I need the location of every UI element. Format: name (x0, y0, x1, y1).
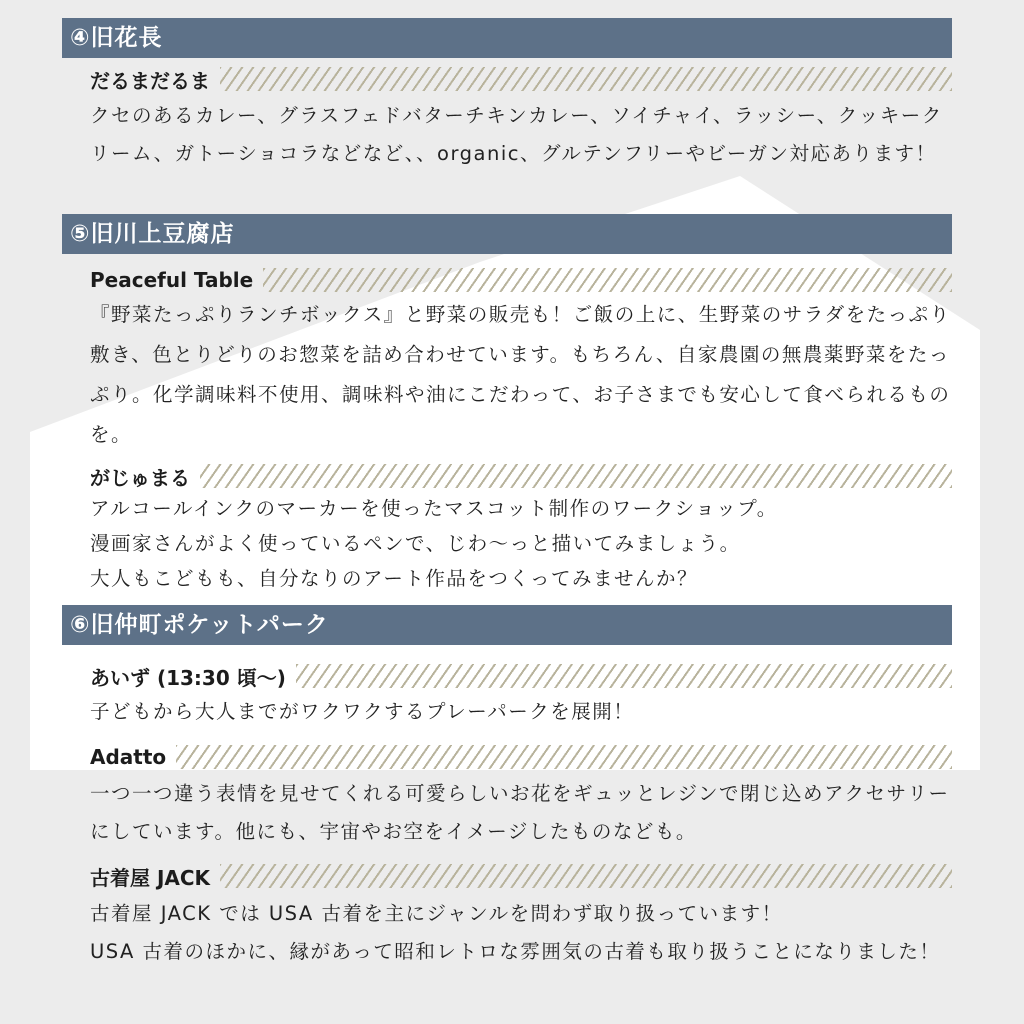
shop-description: 『野菜たっぷりランチボックス』と野菜の販売も！ご飯の上に、生野菜のサラダをたっぷり敷き、色とりどりのお惣菜を詰め合わせています。もちろん、自家農園の無農薬野菜をたっぷり。化学調味料不使用、調味料や油にこだわって、お子さまでも安心して食べられるものを。 (90, 303, 951, 446)
shop-heading-gajumaru (90, 461, 952, 491)
shop-description: 一つ一つ違う表情を見せてくれる可愛らしいお花をギュッとレジンで閉じ込めアクセサリーにしています。他にも、宇宙やお空をイメージしたものなども。 (90, 782, 950, 843)
hatch-divider (200, 464, 952, 488)
shop-name: あいず (13:30 頃〜) (90, 665, 286, 690)
hatch-divider (176, 745, 952, 769)
shop-heading-furugiya-jack (90, 861, 952, 891)
shop-name: 古着屋 JACK (90, 865, 211, 890)
shop-description: 子どもから大人までがワクワクするプレーパークを展開！ (90, 700, 635, 723)
hatch-divider (296, 664, 952, 688)
shop-name: だるまだるま (90, 68, 210, 93)
shop-description: クセのあるカレー、グラスフェドバターチキンカレー、ソイチャイ、ラッシー、クッキークリーム、ガトーショコラなどなど、、organic、グルテンフリーやビーガン対応あります！ (90, 104, 943, 165)
shop-name: Adatto (90, 745, 167, 769)
section-header-former-kawakami-tofu: ⑤旧川上豆腐店 (62, 214, 952, 254)
shop-name: Peaceful Table (90, 268, 254, 292)
hatch-divider (263, 268, 952, 292)
hatch-divider (220, 67, 952, 91)
shop-name: がじゅまる (90, 465, 190, 490)
shop-description: 古着屋 JACK では USA 古着を主にジャンルを問わず取り扱っています！ USA 古着のほかに、縁があって昭和レトロな雰囲気の古着も取り扱うことになりました！ (90, 902, 941, 963)
shop-description: アルコールインクのマーカーを使ったマスコット制作のワークショップ。 漫画家さんがよく使っているペンで、じわ〜っと描いてみましょう。 大人もこどもも、自分なりのアート作品をつくってみませんか？ (90, 497, 778, 590)
shop-heading-darumadaruma (90, 64, 952, 94)
shop-heading-aizu (90, 661, 952, 691)
section-header-former-hanacho: ④旧花長 (62, 18, 952, 58)
shop-heading-adatto (90, 742, 952, 772)
section-header-former-nakamachi-pocket-park: ⑥旧仲町ポケットパーク (62, 605, 952, 645)
hatch-divider (220, 864, 952, 888)
shop-heading-peaceful-table (90, 265, 952, 295)
